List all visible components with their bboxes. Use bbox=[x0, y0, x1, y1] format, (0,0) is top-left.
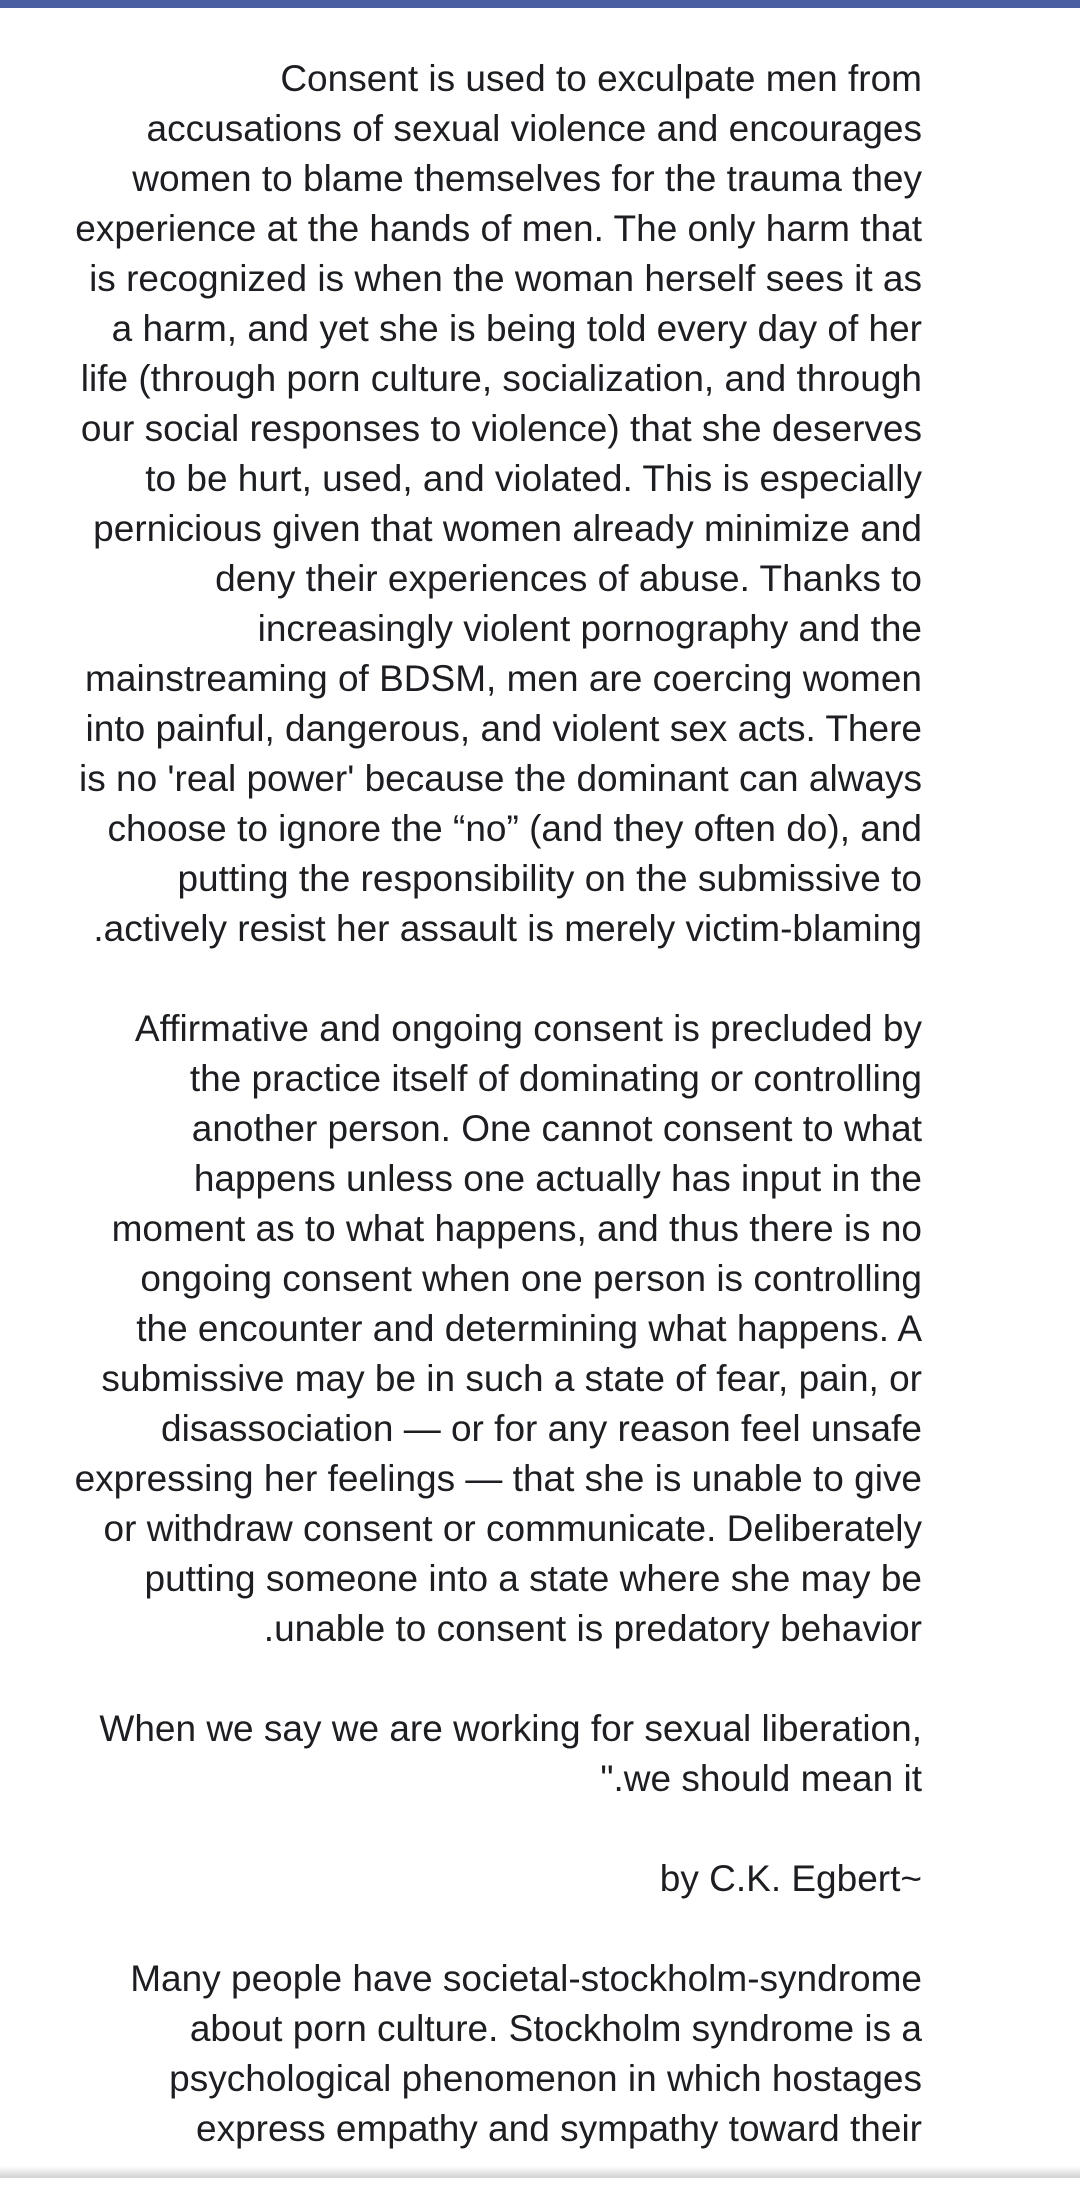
text-line: expressing her feelings — that she is unable to give bbox=[74, 1458, 922, 1499]
text-line: our social responses to violence) that she deserves bbox=[80, 408, 922, 449]
author-line: by C.K. Egbert~ bbox=[659, 1858, 922, 1899]
text-line: increasingly violent pornography and the bbox=[257, 608, 922, 649]
post-author-signature bbox=[20, 1854, 922, 1904]
text-line: putting the responsibility on the submissive to bbox=[177, 858, 922, 899]
text-line: to be hurt, used, and violated. This is especially bbox=[145, 458, 922, 499]
text-line: Consent is used to exculpate men from bbox=[280, 58, 922, 99]
app-header-bar bbox=[0, 0, 1080, 8]
text-line: .actively resist her assault is merely victim-blaming bbox=[93, 908, 922, 949]
post-paragraph bbox=[20, 1704, 922, 1804]
text-line: moment as to what happens, and thus there is no bbox=[111, 1208, 922, 1249]
text-line: psychological phenomenon in which hostages bbox=[169, 2058, 922, 2099]
text-line: accusations of sexual violence and encourages bbox=[146, 108, 922, 149]
post-text bbox=[20, 54, 922, 2204]
text-line: .unable to consent is predatory behavior bbox=[263, 1608, 922, 1649]
text-line: the practice itself of dominating or controlling bbox=[189, 1058, 922, 1099]
text-line: putting someone into a state where she may be bbox=[144, 1558, 922, 1599]
text-line: life (through porn culture, socialization, and through bbox=[80, 358, 922, 399]
post-paragraph bbox=[20, 1004, 922, 1654]
text-line: experience at the hands of men. The only harm that bbox=[75, 208, 922, 249]
text-line: another person. One cannot consent to what bbox=[191, 1108, 922, 1149]
text-line: is recognized is when the woman herself sees it as bbox=[89, 258, 922, 299]
text-line: into painful, dangerous, and violent sex acts. There bbox=[85, 708, 922, 749]
text-line: women to blame themselves for the trauma they bbox=[132, 158, 922, 199]
text-line: is no 'real power' because the dominant can always bbox=[79, 758, 922, 799]
post-paragraph bbox=[20, 54, 922, 954]
text-line: When we say we are working for sexual liberation, bbox=[99, 1708, 922, 1749]
text-line: mainstreaming of BDSM, men are coercing women bbox=[85, 658, 922, 699]
text-line: happens unless one actually has input in the bbox=[193, 1158, 922, 1199]
text-line: about porn culture. Stockholm syndrome is a bbox=[189, 2008, 922, 2049]
bottom-scroll-shadow bbox=[0, 2166, 1080, 2178]
text-line: or withdraw consent or communicate. Deliberately bbox=[103, 1508, 922, 1549]
text-line: ".we should mean it bbox=[600, 1758, 922, 1799]
text-line: pernicious given that women already minimize and bbox=[93, 508, 922, 549]
text-line: disassociation — or for any reason feel unsafe bbox=[161, 1408, 922, 1449]
text-line: express empathy and sympathy toward their bbox=[196, 2108, 922, 2149]
text-line: Affirmative and ongoing consent is precluded by bbox=[134, 1008, 922, 1049]
text-line: a harm, and yet she is being told every day of her bbox=[111, 308, 922, 349]
post-paragraph bbox=[20, 1954, 922, 2154]
text-line: deny their experiences of abuse. Thanks to bbox=[215, 558, 922, 599]
text-line: the encounter and determining what happens. A bbox=[136, 1308, 922, 1349]
text-line: ongoing consent when one person is controlling bbox=[140, 1258, 922, 1299]
text-line: Many people have societal-stockholm-syndrome bbox=[130, 1958, 922, 1999]
text-line: choose to ignore the “no” (and they often do), and bbox=[107, 808, 922, 849]
text-line: submissive may be in such a state of fear, pain, or bbox=[101, 1358, 922, 1399]
